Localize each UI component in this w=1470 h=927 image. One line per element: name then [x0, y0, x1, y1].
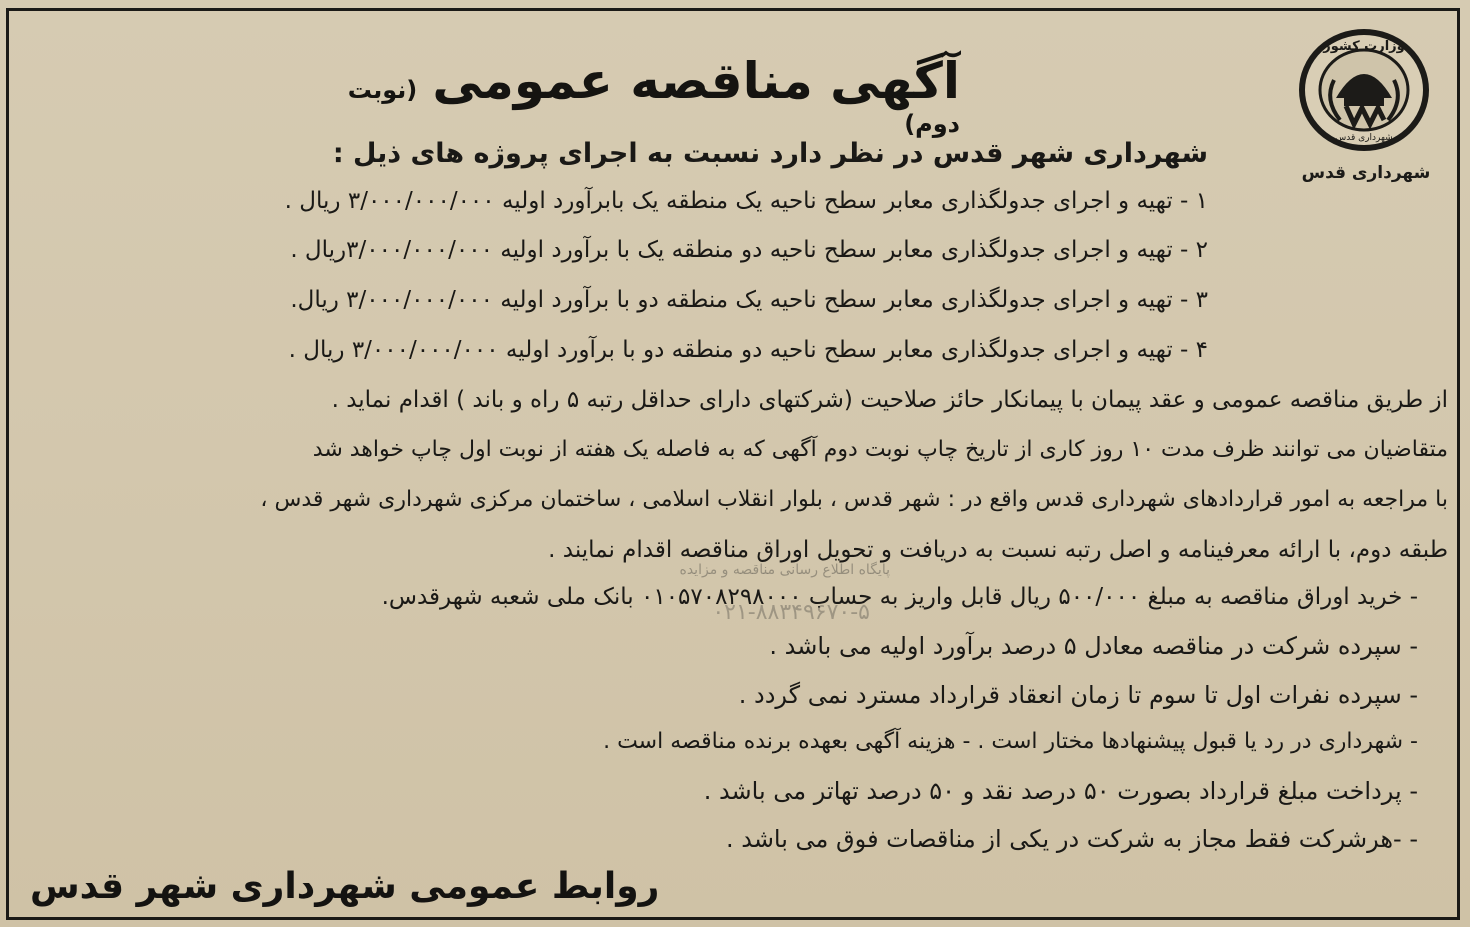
condition-6: - -هرشرکت فقط مجاز به شرکت در یکی از مناقصات فوق می باشد . — [725, 825, 1418, 853]
signature: روابط عمومی شهرداری شهر قدس — [30, 866, 660, 907]
project-item-2: ۲ - تهیه و اجرای جدولگذاری معابر سطح ناحیه دو منطقه یک با برآورد اولیه ۳/۰۰۰/۰۰۰/۰۰۰ریال . — [290, 237, 1208, 263]
logo-bottom-text: شهرداری قدس — [1301, 163, 1431, 183]
condition-3: - سپرده نفرات اول تا سوم تا زمان انعقاد قرارداد مسترد نمی گردد . — [738, 681, 1418, 709]
title-round: (نوبت دوم) — [347, 76, 960, 138]
logo-top-text: وزارت کشور — [1323, 39, 1405, 54]
body-line-1: از طریق مناقصه عمومی و عقد پیمان با پیمانکار حائز صلاحیت (شرکتهای دارای حداقل رتبه ۵ راه و باند ) اقدام نماید . — [331, 387, 1448, 413]
municipality-logo — [1274, 20, 1454, 190]
condition-2: - سپرده شرکت در مناقصه معادل ۵ درصد برآورد اولیه می باشد . — [769, 632, 1418, 660]
logo-inner-text: شهرداری قدس — [1335, 133, 1393, 143]
notice-title — [300, 52, 960, 138]
project-item-1: ۱ - تهیه و اجرای جدولگذاری معابر سطح ناحیه یک منطقه یک بابرآورد اولیه ۳/۰۰۰/۰۰۰/۰۰۰ ریال . — [284, 188, 1208, 214]
intro-text: شهرداری شهر قدس در نظر دارد نسبت به اجرای پروژه های ذیل : — [332, 138, 1208, 169]
body-line-2: متقاضیان می توانند ظرف مدت ۱۰ روز کاری از تاریخ چاپ نوبت دوم آگهی که به فاصله یک هفته از نوبت اول چاپ خواهد شد — [312, 437, 1448, 462]
body-line-3: با مراجعه به امور قراردادهای شهرداری قدس واقع در : شهر قدس ، بلوار انقلاب اسلامی ، ساختمان مرکزی شهرداری شهر قدس ، — [260, 487, 1448, 512]
project-item-4: ۴ - تهیه و اجرای جدولگذاری معابر سطح ناحیه دو منطقه دو با برآورد اولیه ۳/۰۰۰/۰۰۰/۰۰۰ ریال . — [288, 337, 1208, 363]
condition-1: - خرید اوراق مناقصه به مبلغ ۵۰۰/۰۰۰ ریال قابل واریز به حساب ۰۱۰۵۷۰۸۲۹۸۰۰۰ بانک ملی شعبه شهرقدس. — [381, 584, 1418, 610]
condition-5: - پرداخت مبلغ قرارداد بصورت ۵۰ درصد نقد و ۵۰ درصد تهاتر می باشد . — [703, 777, 1418, 805]
condition-4: - شهرداری در رد یا قبول پیشنهادها مختار است . - هزینه آگهی بعهده برنده مناقصه است . — [603, 729, 1418, 754]
title-text: آگهی مناقصه عمومی — [432, 52, 960, 110]
watermark-line-2: ۰۲۱-۸۸۳۴۹۶۷۰-۵ — [712, 600, 870, 625]
watermark-line-1: پایگاه اطلاع رسانی مناقصه و مزایده — [679, 562, 890, 578]
body-line-4: طبقه دوم، با ارائه معرفینامه و اصل رتبه نسبت به دریافت و تحویل اوراق مناقصه اقدام نمایند . — [548, 537, 1448, 563]
project-item-3: ۳ - تهیه و اجرای جدولگذاری معابر سطح ناحیه یک منطقه دو با برآورد اولیه ۳/۰۰۰/۰۰۰/۰۰۰ ریال. — [290, 287, 1208, 313]
